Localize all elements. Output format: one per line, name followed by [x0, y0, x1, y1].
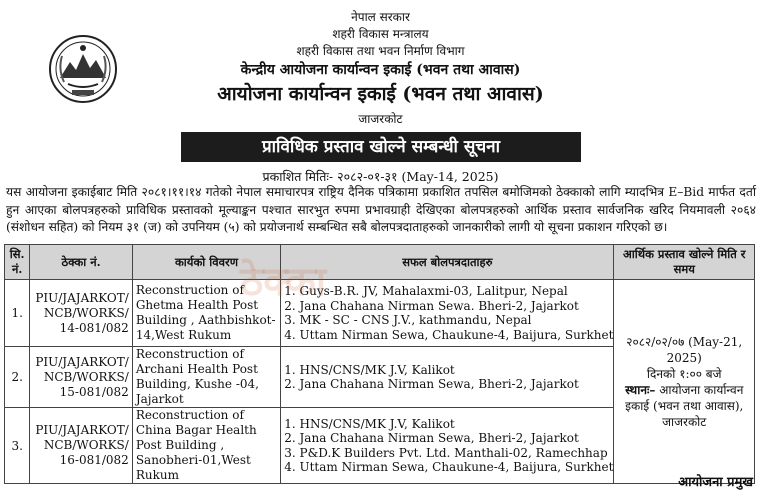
header-work: कार्यको विवरण — [132, 245, 280, 280]
table-header-row — [5, 245, 755, 280]
notice-title: प्राविधिक प्रस्ताव खोल्ने सम्बन्धी सूचना — [181, 132, 581, 162]
header-department: शहरी विकास तथा भवन निर्माण विभाग — [296, 44, 465, 58]
row-bidders — [281, 347, 614, 408]
bidder-item: 1. Guys-B.R. JV, Mahalaxmi-03, Lalitpur, Nepal — [284, 284, 568, 298]
bidder-item: 2. Jana Chahana Nirman Sewa, Bheri-2, Jajarkot — [284, 431, 579, 445]
bid-table — [4, 244, 755, 484]
signature-title: आयोजना प्रमुख — [678, 475, 753, 490]
row-bidders — [281, 280, 614, 347]
header-project-unit: आयोजना कार्यान्वन इकाई (भवन तथा आवास) — [217, 83, 544, 105]
bidder-item: 3. MK - SC - CNS J.V., kathmandu, Nepal — [284, 313, 532, 327]
header-financial: आर्थिक प्रस्ताव खोल्ने मिति र समय — [614, 245, 755, 280]
table-row — [5, 280, 755, 347]
notice-body: यस आयोजना इकाईबाट मिति २०८१।११।१४ गतेको नेपाल समाचारपत्र राष्ट्रिय दैनिक पत्रिकामा प्रकाशित तपसिल बमोजिमको ठेक्काको लागि म्यादभित्र E–Bid मार्फत दर्ता हुन आएका बोलपत्रहरुको प्राविधिक प्रस्तावको मूल्याङ्कन पश्चात सारभुत रुपमा प्रभावग्राही देखिएका बोलपत्रहरुको आर्थिक प्रस्ताव सार्वजनिक खरिद नियमावली २०६४ (संशोधन सहित) को नियम ३१ (ज) को उपनियम (५) को प्रयोजनार्थ सम्बन्धित सबै बोलपत्रदाताहरुको जानकारीको लागी यो सूचना प्रकाशन गरिएको छ। — [6, 185, 756, 234]
row-bidders — [281, 408, 614, 484]
bidder-item: 3. P&D.K Builders Pvt. Ltd. Manthali-02, Ramechhap — [284, 445, 608, 460]
header-bidders: सफल बोलपत्रदाताहरु — [281, 245, 614, 280]
header-central-unit: केन्द्रीय आयोजना कार्यान्वन इकाई (भवन तथा आवास) — [240, 62, 521, 78]
opening-date: २०८२/०२/०७ (May-21, 2025) — [626, 334, 743, 365]
header-government: नेपाल सरकार — [351, 10, 410, 24]
header-location: जाजरकोट — [358, 112, 403, 126]
header-ministry: शहरी विकास मन्त्रालय — [332, 27, 429, 41]
bidder-item: 1. HNS/CNS/MK J.V, Kalikot — [284, 362, 455, 377]
opening-place — [614, 382, 754, 430]
row-contract-no: PIU/JAJARKOT/ NCB/WORKS/ 15-081/082 — [30, 347, 132, 408]
row-contract-no: PIU/JAJARKOT/ NCB/WORKS/ 16-081/082 — [30, 408, 132, 484]
row-work: Reconstruction of Archani Health Post Building, Kushe -04, Jajarkot — [132, 347, 280, 408]
place-value: आयोजना कार्यान्वन इकाई (भवन तथा आवास), जाजरकोट — [625, 382, 744, 429]
bidder-item: 4. Uttam Nirman Sewa, Chaukune-4, Baijura, Surkhet — [284, 327, 614, 342]
bidder-item: 2. Jana Chahana Nirman Sewa. Bheri-2, Jajarkot — [284, 298, 579, 313]
opening-time: दिनको १:०० बजे — [646, 366, 722, 381]
bidder-item: 2. Jana Chahana Nirman Sewa, Bheri-2, Jajarkot — [284, 377, 579, 391]
place-label: स्थानः– — [625, 382, 656, 397]
row-sn: 3. — [5, 408, 30, 484]
bidder-item: 4. Uttam Nirman Sewa, Chaukune-4, Baijura, Surkhet — [284, 460, 614, 474]
row-contract-no: PIU/JAJARKOT/ NCB/WORKS/ 14-081/082 — [30, 280, 132, 347]
header-contract: ठेक्का नं. — [30, 245, 132, 280]
published-date: प्रकाशित मितिः- २०८२-०१-३१ (May-14, 2025) — [262, 169, 499, 184]
row-work: Reconstruction of China Bagar Health Post Building , Sanobheri-01,West Rukum — [132, 408, 280, 484]
bidder-item: 1. HNS/CNS/MK J.V, Kalikot — [284, 416, 455, 431]
header-sn: सि. नं. — [5, 245, 30, 280]
row-sn: 2. — [5, 347, 30, 408]
financial-opening-cell — [614, 280, 755, 484]
watermark: ठेक्का — [240, 258, 327, 305]
row-sn: 1. — [5, 280, 30, 347]
row-work: Reconstruction of Ghetma Health Post Building , Aathbishkot-14,West Rukum — [132, 280, 280, 347]
